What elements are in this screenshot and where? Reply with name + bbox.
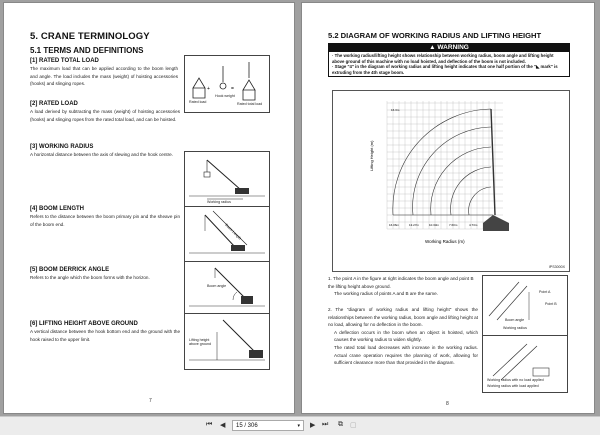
point-a-b-figure	[482, 275, 568, 337]
term-text-5: Refers to the angle which the boom forms with the horizon.	[30, 275, 150, 280]
chevron-down-icon[interactable]: ▾	[297, 423, 300, 429]
rated-total-load-label: Rated total load	[237, 102, 263, 106]
boom-angle-label: Boom angle	[207, 284, 227, 288]
svg-text:=: =	[231, 86, 234, 92]
warning-bullet-2: · Stage "4" in the diagram of working radius and lifting height indicates that one half portion of the "◣ mark" is extruding from the 4th stage boom.	[332, 64, 558, 75]
term-text-4: Refers to the distance between the boom primary pin and the sheave pin of the boom end.	[30, 214, 180, 227]
svg-text:+: +	[207, 86, 210, 92]
warning-box	[328, 43, 570, 77]
boom-angle-figure	[184, 261, 270, 315]
lifting-height-label: Lifting height above ground	[189, 338, 211, 346]
page-number: 8	[446, 401, 449, 407]
working-radius-lifting-height-diagram	[333, 91, 569, 271]
svg-text:16.06m: 16.06m	[389, 223, 400, 227]
svg-text:10.33m: 10.33m	[429, 223, 440, 227]
term-heading-1: [1] RATED TOTAL LOAD	[30, 58, 99, 64]
term-heading-4: [4] BOOM LENGTH	[30, 206, 84, 212]
note-2-line-1: 2. The "diagram of working radius and lifting height" shows the relationships between the working radius, boom angle and lifting height at no load, allowing for no deflection in the boom.	[328, 307, 478, 328]
crane-working-radius-illustration	[185, 152, 269, 207]
page-7	[4, 3, 294, 413]
working-radius-label: Working radius	[207, 200, 231, 204]
note-2-line-3: The rated total load decreases with increase in the working radius. Actual crane operation requires the planning of work, allowing for sufficient clearance more than that provided in the diagram.	[334, 344, 478, 366]
warning-title: WARNING	[437, 44, 469, 51]
deflection-figure	[482, 335, 568, 393]
warning-header	[329, 44, 569, 52]
term-text-1: The maximum load that can be applied according to the boom length and angle. The load includes the mass (weight) of hoisting accessories (hooks) and slinging ropes.	[30, 66, 178, 87]
boom-angle-label: Boom angle	[505, 318, 525, 322]
warning-body	[329, 52, 569, 76]
boom-length-figure	[184, 206, 270, 263]
term-heading-3: [3] WORKING RADIUS	[30, 144, 94, 150]
previous-page-button[interactable]: ◀	[220, 422, 226, 429]
chapter-title: 5. CRANE TERMINOLOGY	[30, 31, 150, 42]
section-title: 5.2 DIAGRAM OF WORKING RADIUS AND LIFTING HEIGHT	[328, 31, 542, 40]
svg-text:Working Radius (m): Working Radius (m)	[425, 239, 465, 244]
first-page-button[interactable]: ⏮	[206, 421, 213, 428]
svg-text:7.60m: 7.60m	[449, 223, 458, 227]
note-2-line-2: A deflection occurs in the boom when an object is hoisted, which causes the working radius to widen slightly.	[334, 329, 478, 343]
section-title: 5.1 TERMS AND DEFINITIONS	[30, 46, 144, 55]
note-1-line-1: 1. The point A in the figure at right indicates the boom angle and point B the lifting height above ground.	[328, 276, 474, 289]
chart-code: IPS3000X	[548, 265, 565, 269]
term-text-3: A horizontal distance between the axis of slewing and the hook centre.	[30, 152, 174, 157]
warning-triangle-icon: ▲	[429, 44, 436, 51]
last-page-button[interactable]: ⏭	[322, 421, 329, 428]
note-1	[328, 275, 478, 298]
point-b-label: Point B	[545, 302, 557, 306]
hook-weight-label: Hook weight	[215, 94, 235, 98]
rated-total-load-figure	[184, 55, 270, 113]
load-radius-label: Working radius with load applied	[487, 384, 539, 388]
page-number: 7	[149, 398, 152, 404]
working-radius-figure	[184, 151, 270, 208]
note-2	[328, 306, 478, 367]
svg-text:4.73m: 4.73m	[469, 223, 478, 227]
working-radius-label: Working radius	[503, 326, 527, 330]
working-radius-chart	[332, 90, 570, 272]
page-8	[302, 3, 594, 413]
term-heading-5: [5] BOOM DERRICK ANGLE	[30, 267, 110, 273]
page-number-field[interactable]	[232, 420, 304, 431]
rated-load-label: Rated load	[189, 100, 207, 104]
lifting-height-figure	[184, 313, 270, 370]
no-load-radius-label: Working radius with no load applied	[487, 378, 544, 382]
note-1-line-2: The working radius of points A and B are the same.	[334, 291, 438, 297]
svg-text:13.27m: 13.27m	[409, 223, 420, 227]
two-page-view-icon[interactable]: ⧉	[338, 421, 343, 428]
svg-text:Lifting Height (m): Lifting Height (m)	[369, 140, 374, 171]
point-a-label: Point A	[539, 290, 551, 294]
navigation-toolbar	[0, 416, 600, 435]
single-page-view-icon[interactable]: ▢	[350, 422, 357, 429]
term-heading-2: [2] RATED LOAD	[30, 101, 78, 107]
crane-boom-angle-illustration	[185, 262, 269, 314]
svg-text:Boom Length: Boom Length	[224, 222, 242, 241]
term-heading-6: [6] LIFTING HEIGHT ABOVE GROUND	[30, 321, 138, 327]
next-page-button[interactable]: ▶	[310, 422, 316, 429]
page-number-value: 15 / 306	[236, 423, 258, 429]
term-text-6: A vertical distance between the hook bottom end and the ground with the hook raised to the upper limit.	[30, 329, 180, 342]
term-text-2: A load derived by subtracting the mass (weight) of hoisting accessories (hooks) and slinging ropes from the rated total load, and can be hoisted.	[30, 109, 180, 122]
warning-bullet-1: · The working radius/lifting height shows relationship between working radius, boom angle and lifting height above ground of this machine with no load hoisted, and deflection of the boom is not included.	[332, 53, 554, 64]
crane-boom-length-illustration	[185, 207, 269, 262]
svg-text:16.3m: 16.3m	[391, 108, 400, 112]
